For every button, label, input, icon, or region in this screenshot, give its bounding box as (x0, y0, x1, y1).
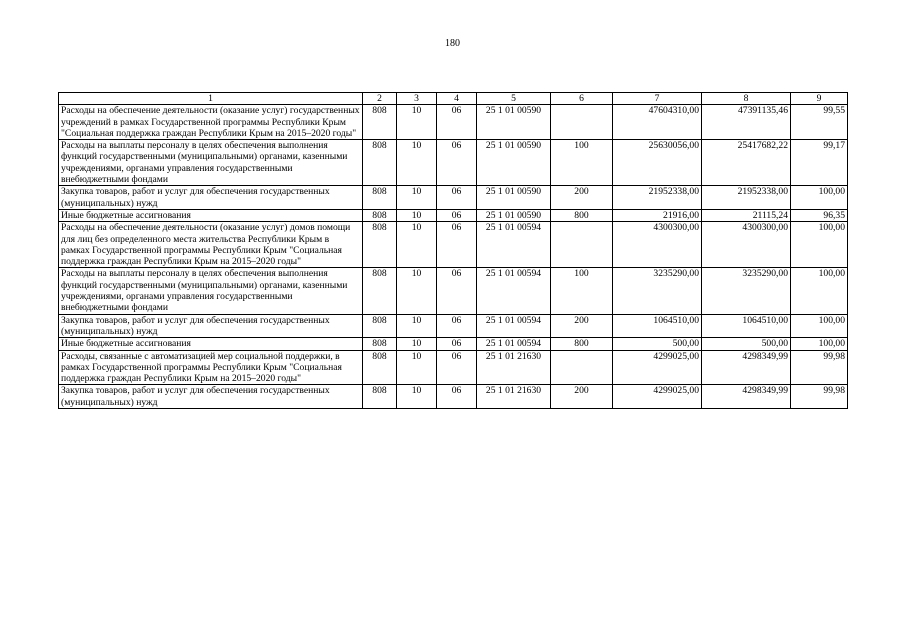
column-header: 4 (437, 93, 477, 105)
cell-col-6: 100 (551, 140, 613, 186)
cell-col-5: 25 1 01 21630 (477, 385, 551, 409)
cell-col-8: 47391135,46 (702, 105, 791, 140)
cell-col-2: 808 (363, 222, 397, 268)
cell-col-4: 06 (437, 140, 477, 186)
cell-col-4: 06 (437, 268, 477, 314)
cell-col-8: 4300300,00 (702, 222, 791, 268)
cell-col-7: 1064510,00 (613, 314, 702, 338)
row-name-cell: Закупка товаров, работ и услуг для обеспечения государственных (муниципальных) нужд (59, 186, 363, 210)
cell-col-8: 3235290,00 (702, 268, 791, 314)
cell-col-2: 808 (363, 140, 397, 186)
cell-col-5: 25 1 01 00594 (477, 222, 551, 268)
cell-col-3: 10 (397, 222, 437, 268)
column-header: 5 (477, 93, 551, 105)
cell-col-2: 808 (363, 209, 397, 221)
cell-col-6 (551, 350, 613, 385)
table-row (59, 338, 848, 350)
cell-col-4: 06 (437, 186, 477, 210)
table-row (59, 140, 848, 186)
row-name-cell: Расходы на обеспечение деятельности (оказание услуг) государственных учреждений в рамках Государственной программы Республики Крым "Социальная поддержка граждан Республики Крым на 2015–2020 годы" (59, 105, 363, 140)
cell-col-4: 06 (437, 338, 477, 350)
cell-col-5: 25 1 01 00594 (477, 268, 551, 314)
cell-col-5: 25 1 01 00590 (477, 140, 551, 186)
row-name-cell: Закупка товаров, работ и услуг для обеспечения государственных (муниципальных) нужд (59, 385, 363, 409)
cell-col-8: 25417682,22 (702, 140, 791, 186)
cell-col-6: 800 (551, 209, 613, 221)
cell-col-4: 06 (437, 209, 477, 221)
cell-col-6: 200 (551, 385, 613, 409)
cell-col-2: 808 (363, 338, 397, 350)
table-row (59, 222, 848, 268)
budget-table (58, 92, 848, 409)
cell-col-3: 10 (397, 105, 437, 140)
cell-col-6: 200 (551, 186, 613, 210)
cell-col-2: 808 (363, 268, 397, 314)
cell-col-7: 4300300,00 (613, 222, 702, 268)
cell-col-9: 99,98 (791, 350, 848, 385)
row-name-cell: Расходы на выплаты персоналу в целях обеспечения выполнения функций государственными (муниципальными) органами, казенными учреждениями, органами управления государственными внебюджетными фондами (59, 268, 363, 314)
cell-col-4: 06 (437, 105, 477, 140)
cell-col-4: 06 (437, 314, 477, 338)
cell-col-2: 808 (363, 350, 397, 385)
cell-col-5: 25 1 01 00590 (477, 209, 551, 221)
column-header: 7 (613, 93, 702, 105)
cell-col-3: 10 (397, 209, 437, 221)
cell-col-9: 100,00 (791, 314, 848, 338)
cell-col-8: 500,00 (702, 338, 791, 350)
cell-col-8: 21115,24 (702, 209, 791, 221)
row-name-cell: Закупка товаров, работ и услуг для обеспечения государственных (муниципальных) нужд (59, 314, 363, 338)
row-name-cell: Расходы на обеспечение деятельности (оказание услуг) домов помощи для лиц без определенного места жительства Республики Крым в рамках Государственной программы Республики Крым "Социальная поддержка граждан Республики Крым на 2015–2020 годы" (59, 222, 363, 268)
cell-col-8: 4298349,99 (702, 385, 791, 409)
column-header: 2 (363, 93, 397, 105)
row-name-cell: Иные бюджетные ассигнования (59, 209, 363, 221)
row-name-cell: Расходы на выплаты персоналу в целях обеспечения выполнения функций государственными (муниципальными) органами, казенными учреждениями, органами управления государственными внебюджетными фондами (59, 140, 363, 186)
cell-col-9: 100,00 (791, 186, 848, 210)
cell-col-5: 25 1 01 00590 (477, 186, 551, 210)
table-row (59, 186, 848, 210)
cell-col-7: 3235290,00 (613, 268, 702, 314)
cell-col-7: 4299025,00 (613, 385, 702, 409)
cell-col-5: 25 1 01 00594 (477, 338, 551, 350)
column-header: 1 (59, 93, 363, 105)
cell-col-9: 100,00 (791, 338, 848, 350)
table-row (59, 385, 848, 409)
cell-col-3: 10 (397, 268, 437, 314)
cell-col-8: 1064510,00 (702, 314, 791, 338)
cell-col-7: 500,00 (613, 338, 702, 350)
cell-col-9: 99,98 (791, 385, 848, 409)
table-row (59, 105, 848, 140)
cell-col-4: 06 (437, 350, 477, 385)
cell-col-4: 06 (437, 385, 477, 409)
cell-col-2: 808 (363, 385, 397, 409)
cell-col-3: 10 (397, 186, 437, 210)
cell-col-6: 100 (551, 268, 613, 314)
cell-col-7: 4299025,00 (613, 350, 702, 385)
cell-col-4: 06 (437, 222, 477, 268)
header-row (59, 93, 848, 105)
column-header: 9 (791, 93, 848, 105)
cell-col-3: 10 (397, 338, 437, 350)
cell-col-7: 21952338,00 (613, 186, 702, 210)
cell-col-6: 800 (551, 338, 613, 350)
cell-col-9: 99,17 (791, 140, 848, 186)
cell-col-9: 99,55 (791, 105, 848, 140)
cell-col-6 (551, 222, 613, 268)
cell-col-7: 21916,00 (613, 209, 702, 221)
cell-col-7: 47604310,00 (613, 105, 702, 140)
cell-col-6 (551, 105, 613, 140)
cell-col-9: 96,35 (791, 209, 848, 221)
cell-col-9: 100,00 (791, 222, 848, 268)
page-number: 180 (445, 38, 460, 49)
row-name-cell: Расходы, связанные с автоматизацией мер социальной поддержки, в рамках Государственной программы Республики Крым "Социальная поддержка граждан Республики Крым на 2015–2020 годы" (59, 350, 363, 385)
cell-col-2: 808 (363, 314, 397, 338)
table-row (59, 268, 848, 314)
cell-col-5: 25 1 01 00594 (477, 314, 551, 338)
cell-col-8: 21952338,00 (702, 186, 791, 210)
cell-col-3: 10 (397, 314, 437, 338)
column-header: 3 (397, 93, 437, 105)
cell-col-5: 25 1 01 21630 (477, 350, 551, 385)
cell-col-7: 25630056,00 (613, 140, 702, 186)
table-row (59, 314, 848, 338)
cell-col-9: 100,00 (791, 268, 848, 314)
cell-col-2: 808 (363, 186, 397, 210)
cell-col-8: 4298349,99 (702, 350, 791, 385)
cell-col-3: 10 (397, 350, 437, 385)
row-name-cell: Иные бюджетные ассигнования (59, 338, 363, 350)
cell-col-2: 808 (363, 105, 397, 140)
column-header: 6 (551, 93, 613, 105)
cell-col-6: 200 (551, 314, 613, 338)
column-header: 8 (702, 93, 791, 105)
cell-col-5: 25 1 01 00590 (477, 105, 551, 140)
table-row (59, 209, 848, 221)
cell-col-3: 10 (397, 385, 437, 409)
cell-col-3: 10 (397, 140, 437, 186)
table-row (59, 350, 848, 385)
